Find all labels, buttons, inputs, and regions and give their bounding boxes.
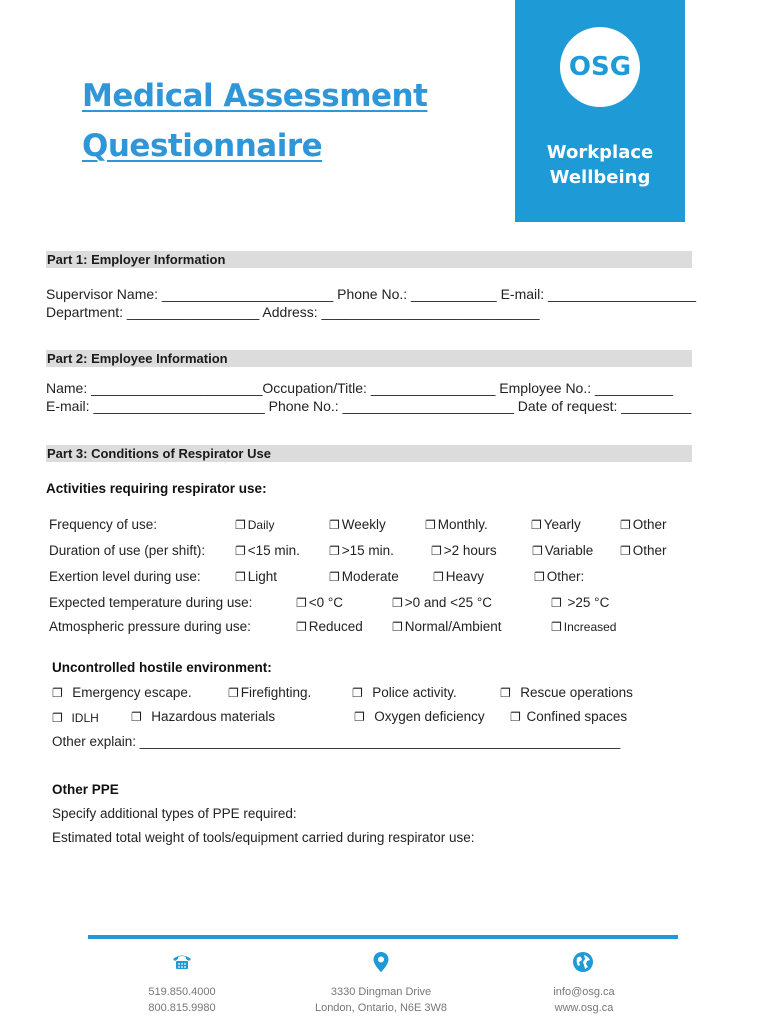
checkbox-icon: ❐ xyxy=(352,686,363,700)
exertion-light-checkbox[interactable]: ❐ Light xyxy=(235,569,278,584)
duration-gt2h-checkbox[interactable]: ❐ >2 hours xyxy=(431,543,497,558)
duration-other-checkbox[interactable]: ❐ Other xyxy=(620,543,667,558)
checkbox-icon: ❐ xyxy=(534,570,545,584)
checkbox-icon: ❐ xyxy=(354,710,365,724)
footer-website[interactable]: www.osg.ca xyxy=(554,1002,614,1014)
checkbox-icon: ❐ xyxy=(52,711,63,725)
checkbox-icon: ❐ xyxy=(620,518,631,532)
phone-icon xyxy=(170,950,194,979)
checkbox-icon: ❐ xyxy=(431,544,442,558)
checkbox-icon: ❐ xyxy=(131,710,142,724)
part1-line1[interactable]: Supervisor Name: ______________________ Phone No.: ___________ E-mail: ___________________ xyxy=(46,286,696,302)
hostile-idlh-checkbox[interactable]: ❐ IDLH xyxy=(52,711,99,725)
checkbox-icon: ❐ xyxy=(329,518,340,532)
frequency-daily-checkbox[interactable]: ❐ Daily xyxy=(235,518,275,532)
checkbox-icon: ❐ xyxy=(329,570,340,584)
frequency-yearly-checkbox[interactable]: ❐ Yearly xyxy=(531,517,581,532)
frequency-monthly-checkbox[interactable]: ❐ Monthly. xyxy=(425,517,488,532)
hostile-emergency-checkbox[interactable]: ❐ Emergency escape. xyxy=(52,685,192,700)
footer-phone-2[interactable]: 800.815.9980 xyxy=(148,1002,216,1014)
brand-subtitle-line1: Workplace xyxy=(546,142,654,163)
duration-label: Duration of use (per shift): xyxy=(49,543,206,558)
checkbox-icon: ❐ xyxy=(235,570,246,584)
exertion-other-checkbox[interactable]: ❐ Other: xyxy=(534,569,585,584)
ppe-weight[interactable]: Estimated total weight of tools/equipment carried during respirator use: xyxy=(52,830,475,845)
hostile-heading: Uncontrolled hostile environment: xyxy=(52,660,272,675)
checkbox-icon: ❐ xyxy=(329,544,340,558)
part2-heading: Part 2: Employee Information xyxy=(46,350,692,367)
duration-lt15-checkbox[interactable]: ❐ <15 min. xyxy=(235,543,300,558)
checkbox-icon: ❐ xyxy=(392,620,403,634)
exertion-moderate-checkbox[interactable]: ❐ Moderate xyxy=(329,569,399,584)
page-title-line1: Medical Assessment xyxy=(82,78,428,114)
footer-address xyxy=(301,984,461,1016)
footer-email[interactable]: info@osg.ca xyxy=(553,986,615,998)
checkbox-icon: ❐ xyxy=(500,686,511,700)
checkbox-icon: ❐ xyxy=(620,544,631,558)
checkbox-icon: ❐ xyxy=(392,596,403,610)
part2-line2[interactable]: E-mail: ______________________ Phone No.: ______________________ Date of request: _________ xyxy=(46,398,692,414)
ppe-heading: Other PPE xyxy=(52,782,119,797)
checkbox-icon: ❐ xyxy=(551,620,562,634)
temp-above25-checkbox[interactable]: ❐ >25 °C xyxy=(551,595,610,610)
checkbox-icon: ❐ xyxy=(433,570,444,584)
pressure-increased-checkbox[interactable]: ❐ Increased xyxy=(551,620,617,634)
checkbox-icon: ❐ xyxy=(235,518,246,532)
frequency-weekly-checkbox[interactable]: ❐ Weekly xyxy=(329,517,386,532)
pressure-reduced-checkbox[interactable]: ❐ Reduced xyxy=(296,619,363,634)
checkbox-icon: ❐ xyxy=(52,686,63,700)
hostile-rescue-checkbox[interactable]: ❐ Rescue operations xyxy=(500,685,633,700)
duration-variable-checkbox[interactable]: ❐ Variable xyxy=(532,543,594,558)
footer-phones xyxy=(132,984,232,1016)
footer-address-2: London, Ontario, N6E 3W8 xyxy=(314,1002,448,1014)
checkbox-icon: ❐ xyxy=(425,518,436,532)
checkbox-icon: ❐ xyxy=(228,686,239,700)
checkbox-icon: ❐ xyxy=(551,596,562,610)
part1-heading: Part 1: Employer Information xyxy=(46,251,692,268)
hostile-police-checkbox[interactable]: ❐ Police activity. xyxy=(352,685,457,700)
checkbox-icon: ❐ xyxy=(531,518,542,532)
brand-subtitle-line2: Wellbeing xyxy=(549,167,651,188)
page-title-line2: Questionnaire xyxy=(82,128,323,164)
temp-0to25-checkbox[interactable]: ❐ >0 and <25 °C xyxy=(392,595,492,610)
checkbox-icon: ❐ xyxy=(235,544,246,558)
activities-heading: Activities requiring respirator use: xyxy=(46,481,267,496)
footer-divider xyxy=(88,935,678,939)
pressure-normal-checkbox[interactable]: ❐ Normal/Ambient xyxy=(392,619,502,634)
part2-line1[interactable]: Name: ______________________Occupation/Title: ________________ Employee No.: __________ xyxy=(46,380,673,396)
brand-subtitle xyxy=(515,140,685,190)
location-pin-icon xyxy=(369,950,393,979)
checkbox-icon: ❐ xyxy=(296,620,307,634)
temp-below0-checkbox[interactable]: ❐ <0 °C xyxy=(296,595,344,610)
exertion-heavy-checkbox[interactable]: ❐ Heavy xyxy=(433,569,485,584)
brand-panel xyxy=(515,0,685,222)
temperature-label: Expected temperature during use: xyxy=(49,595,253,610)
part3-heading: Part 3: Conditions of Respirator Use xyxy=(46,445,692,462)
part1-line2[interactable]: Department: _________________ Address: ____________________________ xyxy=(46,304,540,320)
globe-icon xyxy=(571,950,595,979)
frequency-other-checkbox[interactable]: ❐ Other xyxy=(620,517,667,532)
exertion-label: Exertion level during use: xyxy=(49,569,201,584)
pressure-label: Atmospheric pressure during use: xyxy=(49,619,251,634)
checkbox-icon: ❐ xyxy=(532,544,543,558)
frequency-label: Frequency of use: xyxy=(49,517,158,532)
hostile-other-explain[interactable]: Other explain: ________________________________________________________________ xyxy=(52,734,621,749)
logo-text: OSG xyxy=(568,52,632,82)
checkbox-icon: ❐ xyxy=(510,710,521,724)
osg-logo xyxy=(560,27,640,107)
ppe-specify[interactable]: Specify additional types of PPE required: xyxy=(52,806,297,821)
footer-address-1: 3330 Dingman Drive xyxy=(330,986,432,998)
footer-phone-1[interactable]: 519.850.4000 xyxy=(148,986,216,998)
hostile-firefighting-checkbox[interactable]: ❐ Firefighting. xyxy=(228,685,312,700)
checkbox-icon: ❐ xyxy=(296,596,307,610)
hostile-oxygen-checkbox[interactable]: ❐ Oxygen deficiency xyxy=(354,709,485,724)
hostile-confined-checkbox[interactable]: ❐ Confined spaces xyxy=(510,709,628,724)
hostile-hazmat-checkbox[interactable]: ❐ Hazardous materials xyxy=(131,709,276,724)
duration-gt15-checkbox[interactable]: ❐ >15 min. xyxy=(329,543,394,558)
footer-contact xyxy=(534,984,634,1016)
